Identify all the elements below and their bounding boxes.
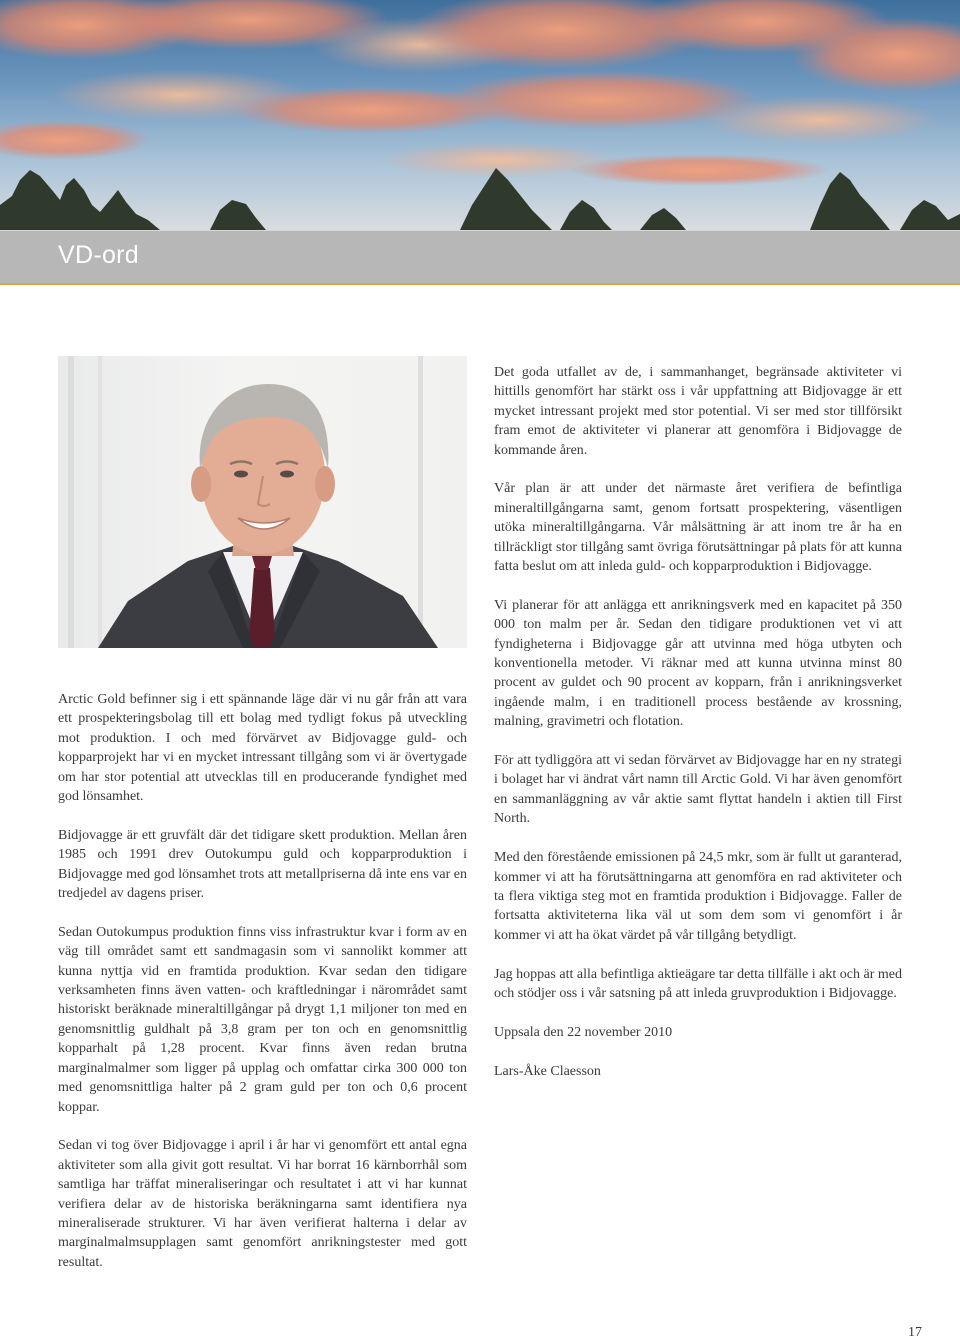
page-number: 17 <box>908 1325 922 1340</box>
body-paragraph: Sedan vi tog över Bidjovagge i april i år har vi genomfört ett antal egna aktiviteter som alla givit gott resultat. Vi har borrat 16 kärnborrhål som samtliga har träffat mineraliseringar och resultatet i att vi har kunnat verifiera delar av de historiska beräkningarna samt identifiera nya mineraliserade strukturer. Vi har även verifierat halterna i delar av marginalmalmsupplagen samt genomfört anrikningstester med gott resultat. <box>58 1138 467 1270</box>
body-paragraph: Med den förestående emissionen på 24,5 mkr, som är fullt ut garanterad, kommer vi att ha förutsättningarna att genomföra en rad aktiviteter och ta flera viktiga steg mot en framtida produktion i Bidjovagge. Faller de fortsatta aktiviteterna lika väl ut som dem som vi genomfört i år kommer vi att ha ökat värdet på vår tillgång betydligt. <box>494 850 902 943</box>
sunset-sky-image <box>0 0 960 230</box>
body-paragraph: Sedan Outokumpus produktion finns viss infrastruktur kvar i form av en väg till området samt ett sandmagasin som vi sannolikt kommer att kunna nyttja vid en framtida produktion. Kvar sedan den tidigare verksamheten finns även vatten- och kraftledningar i närområdet samt historiskt beräknade mineraltillgångar på drygt 1,1 miljoner ton med en genomsnittlig guldhalt på 3,8 gram per ton och en genomsnittlig kopparhalt på 1,28 procent. Kvar finns även redan brutna marginalmalmer som ligger på upplag och omfattar cirka 300 000 ton med genomsnittliga halter på 2 gram guld per ton och 0,6 procent koppar. <box>58 924 467 1115</box>
body-paragraph: Det goda utfallet av de, i sammanhanget, begränsade aktiviteter vi hittills genomfört har stärkt oss i vår uppfattning att Bidjovagge är ett mycket intressant projekt med stor potential. Vi ser med stor tillförsikt fram emot de aktiviteter vi planerar att genomföra i Bidjovagge de kommande åren. <box>494 365 902 458</box>
body-paragraph: Vi planerar för att anlägga ett anrikningsverk med en kapacitet på 350 000 ton malm per år. Sedan den tidigare produktionen vet vi att fyndigheterna i Bidjovagge går att utvinna med höga utbyten och konventionella metoder. Vi räknar med att kunna utvinna minst 80 procent av guldet och 90 procent av kopparn, från i anrikningsverket ingående malm, i en traditionell process bestående av krossning, malning, gravimetri och flotation. <box>494 597 902 730</box>
place-date: Uppsala den 22 november 2010 <box>494 1024 673 1040</box>
page-title: VD-ord <box>58 241 139 269</box>
ceo-portrait-photo <box>58 356 467 648</box>
section-title-bar <box>0 230 960 285</box>
signature: Lars-Åke Claesson <box>494 1063 601 1079</box>
body-paragraph: För att tydliggöra att vi sedan förvärvet av Bidjovagge har en ny strategi i bolaget har vi ändrat vårt namn till Arctic Gold. Vi har även genomfört en sammanläggning av vår aktie samt flyttat handeln i aktien till First North. <box>494 753 902 827</box>
left-text-column <box>58 690 467 1292</box>
body-paragraph: Arctic Gold befinner sig i ett spännande läge där vi nu går från att vara ett prospekteringsbolag till ett bolag med tydligt fokus på utveckling mot produktion. I och med förvärvet av Bidjovagge guld- och kopparprojekt har vi en mycket intressant tillgång som vi är övertygade om har stor potential att utvecklas till en producerande fyndighet med god lönsamhet. <box>58 692 467 805</box>
portrait-image <box>58 356 467 648</box>
right-text-column <box>494 363 902 1100</box>
body-paragraph: Vår plan är att under det närmaste året verifiera de befintliga mineraltillgångarna samt, genom fortsatt prospektering, väsentligen utöka mineraltillgångarna. Vår målsättning är att inom tre år ha en tillräckligt stor tillgång samt övriga förutsättningar på plats för att kunna fatta beslut om att inleda guld- och kopparproduktion i Bidjovagge. <box>494 481 902 575</box>
body-paragraph: Bidjovagge är ett gruvfält där det tidigare skett produktion. Mellan åren 1985 och 1991 drev Outokumpu guld och kopparproduktion i Bidjovagge med god lönsamhet trots att metallpriserna då inte ens var en tredjedel av dagens priser. <box>58 827 467 902</box>
body-paragraph: Jag hoppas att alla befintliga aktieägare tar detta tillfälle i akt och är med och stödjer oss i vår satsning på att inleda gruvproduktion i Bidjovagge. <box>494 966 902 1001</box>
header-sky-photo <box>0 0 960 230</box>
